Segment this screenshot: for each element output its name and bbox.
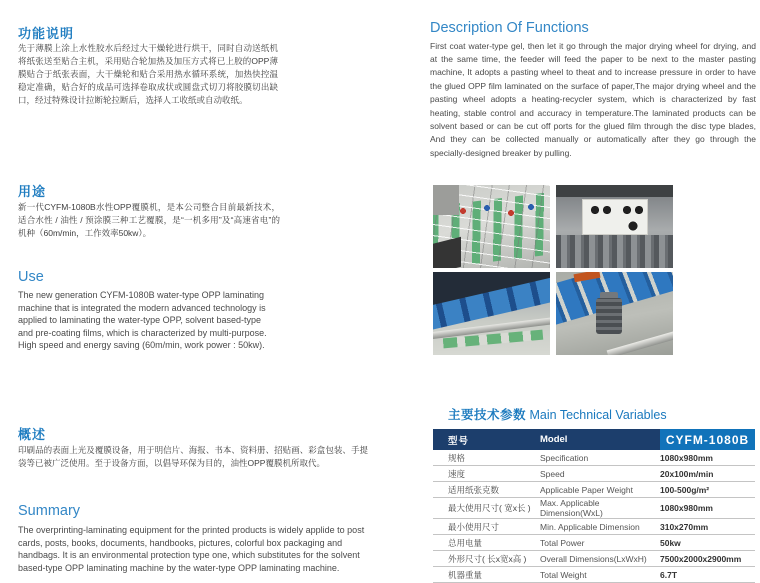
spec-label-cn: 总用电量 [433,535,540,551]
spec-label-cn: 最小使用尺寸 [433,519,540,535]
machine-photo-blue-rollers [433,272,550,355]
spec-value: 6.7T [660,567,755,583]
spec-label-cn: 外形尺寸( 长x宽x高 ) [433,551,540,567]
section-body-description: First coat water-type gel, then let it go through the major drying wheel for drying, and at the same time, the feeder will feed the paper to be next to the master pasting machine, It adopts a pasting wheel to theat and to increase pressure in order to have the glued OPP film laminated on the surface of paper,The major drying wheel and the pasting wheel adopts a heating-recycler system, which is characterized by fast heating, stable control and accuracy in temperature.The laminated products can be solvent based or can be cut off ports for the glued film through the disc type blades, And they can be collected manually or automatically after they go through the specially-designed breaker by pulling. [430,40,756,158]
spec-value: 7500x2000x2900mm [660,551,755,567]
spec-label-cn: 速度 [433,466,540,482]
spec-value: 50kw [660,535,755,551]
spec-value: 1080x980mm [660,498,755,519]
spec-label-cn: 机器重量 [433,567,540,583]
spec-label-cn: 适用纸张克数 [433,482,540,498]
tech-heading-chinese: 主要技术参数 [448,408,527,422]
table-header-row [433,429,755,450]
spec-label-en: Speed [540,466,660,482]
spec-label-en: Overall Dimensions(LxWxH) [540,551,660,567]
header-model-en: Model [540,429,660,450]
table-row [433,450,755,466]
spec-label-cn: 最大使用尺寸( 宽x长 ) [433,498,540,519]
section-heading-use-en: Use [18,269,44,286]
section-body-use-en: The new generation CYFM-1080B water-type OPP laminating machine that is integrated the modern advanced technology is applied to laminating the water-type OPP, solvent based-type and pre-coating films, which is characterized by multi-purpose. High speed and energy saving (60m/min, work power : 50kw). [18,290,267,350]
table-row [433,482,755,498]
table-row [433,567,755,583]
section-body-use-cn: 新一代CYFM-1080B水性OPP覆膜机，是本公司整合目前最新技术，适合水性 / 油性 / 预涂膜三种工艺覆膜，是“一机多用”及“高速省电”的机种（60m/min，工作效率50kw）。 [18,201,280,238]
section-body-summary-en: The overprinting-laminating equipment for the printed products is widely applide to post cards, posts, books, documents, handbooks, pictures, colorful box packaging and handbags. It is an environmental protection type one, which substitutes for the solvent based-type OPP laminating machine by the water-type OPP laminating machine. [18,525,365,573]
spec-value: 100-500g/m² [660,482,755,498]
tech-parameters-heading [448,405,667,423]
section-heading-function-cn: 功能说明 [18,25,75,41]
spec-label-en: Total Power [540,535,660,551]
spec-value: 20x100m/min [660,466,755,482]
spec-label-en: Specification [540,450,660,466]
spec-label-en: Total Weight [540,567,660,583]
spec-value: 310x270mm [660,519,755,535]
table-row [433,498,755,519]
table-row [433,466,755,482]
spec-label-en: Min. Applicable Dimension [540,519,660,535]
section-body-summary-cn: 印刷品的表面上光及覆膜设备，用于明信片、海报、书本、资料册、招贴画、彩盒包装、手提袋等已被广泛使用。至于设备方面，以倡导环保为目的，油性OPP覆膜机所取代。 [18,444,368,468]
header-model-value: CYFM-1080B [660,429,755,450]
section-heading-summary-en: Summary [18,503,81,520]
machine-photo-grid [433,185,673,355]
table-row [433,519,755,535]
spec-label-cn: 规格 [433,450,540,466]
section-heading-summary-cn: 概述 [18,426,47,442]
technical-variables-table [433,429,755,583]
section-body-function-cn: 先于薄膜上涂上水性胶水后经过大干燥轮进行烘干，同时自动送纸机将纸张送至贴合主机，采用贴合轮加热及加压方式将已上胶的OPP薄膜贴合于纸张表面，大干燥轮和贴合采用热水循环系统，加热快控温稳定准确，贴合好的成品可选择卷取成状或圆盘式切刀将胶膜切出缺口，经过特殊设计拉断轮拉断后，选择人工收纸或自动收纸。 [18,42,278,105]
machine-photo-control-panel [556,185,673,268]
spec-value: 1080x980mm [660,450,755,466]
tech-heading-english: Main Technical Variables [526,408,667,422]
machine-photo-feeder-motor [556,272,673,355]
table-row [433,551,755,567]
header-model-cn: 型号 [433,429,540,450]
spec-label-en: Applicable Paper Weight [540,482,660,498]
section-heading-description: Description Of Functions [430,20,589,37]
table-row [433,535,755,551]
spec-label-en: Max. Applicable Dimension(WxL) [540,498,660,519]
machine-photo-laminating-table [433,185,550,268]
section-heading-use-cn: 用途 [18,183,47,199]
